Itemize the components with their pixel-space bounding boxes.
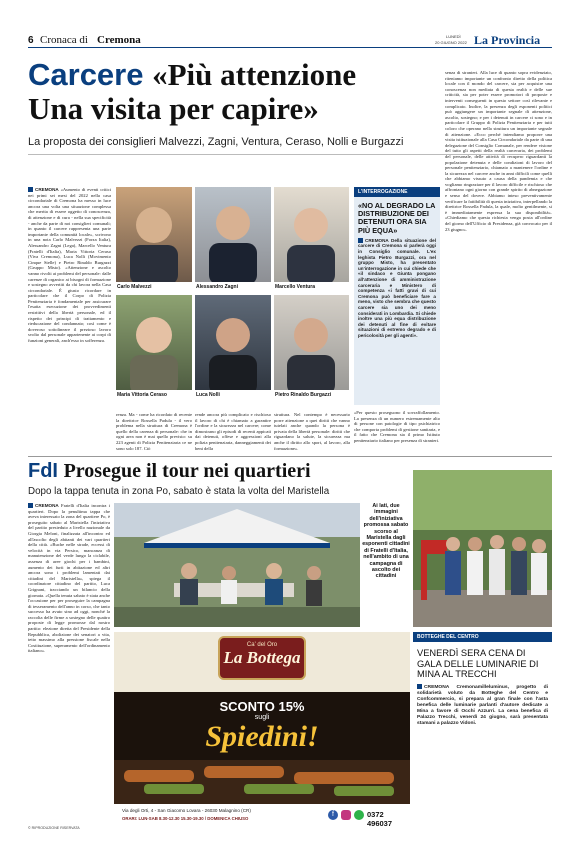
sidebar-dateline: CREMONA	[365, 237, 389, 243]
ad-promo-line1: SCONTO 15%	[219, 699, 305, 714]
caption-malvezzi: Carlo Malvezzi	[117, 284, 152, 290]
masthead: La Provincia	[474, 33, 541, 47]
caption-nolli: Luca Nolli	[196, 392, 220, 398]
ad-brand: La Bottega	[223, 648, 301, 667]
caption-ceraso: Maria Vittoria Ceraso	[117, 392, 167, 398]
ad-footer	[114, 804, 410, 826]
person-image	[274, 187, 349, 282]
event-photo-1	[114, 503, 360, 627]
whatsapp-icon[interactable]	[354, 810, 364, 820]
photo-grid	[116, 187, 349, 399]
person-image	[195, 295, 271, 390]
section-divider	[28, 456, 552, 457]
rights-notice: © RIPRODUZIONE RISERVATA	[28, 826, 80, 830]
article2-title: Prosegue il tour nei quartieri	[63, 460, 311, 482]
skewers-image	[114, 760, 410, 804]
page-number: 6	[28, 35, 34, 46]
header-weekday: LUNEDÌ	[446, 34, 461, 39]
article3-dateline: CREMONA	[424, 684, 450, 690]
sidebar-kicker: L'INTERROGAZIONE	[354, 187, 440, 197]
article2-headline	[28, 460, 408, 482]
ad-phone: 0372 496037	[367, 810, 393, 826]
photo-nolli	[195, 295, 271, 390]
article2-subheading: Dopo la tappa tenuta in zona Po, sabato è stata la volta del Maristella	[28, 486, 330, 497]
person-image	[195, 187, 271, 282]
article1-col2: renza. Ma - come ha ricordato di recente la direttrice Rossella Padula - il vero problema nella struttura di Cremona è quello della carenza di personale: che in ogni area non è mai quello previsto: su 223 agenti di Polizia Penitenziaria ce ne sono solo 187. Ciò	[116, 412, 192, 451]
bullet-icon	[358, 238, 363, 243]
article1-subheading: La proposta dei consiglieri Malvezzi, Zagni, Ventura, Ceraso, Nolli e Burgazzi	[28, 136, 404, 148]
article3-headline: VENERDÌ SERA CENA DI GALA DELLE LUMINARIE DI MINA AL TRECCHI	[417, 648, 539, 680]
sidebar-body	[354, 238, 440, 390]
photo-burgazzi	[274, 295, 349, 390]
interrogazione-box	[354, 187, 440, 405]
photo-ventura	[274, 187, 349, 282]
ad-brand-top: Ca' del Oro	[246, 642, 278, 648]
article1-right-col: senza di stranieri. Alla luce di quanto sopra evidenziato, riteniamo importante un confronto diretto della politica locale con il mondo del carcere, sia per acquisire una conoscenza non mediata di questa realtà e delle sue criticità, sia per poter essere promotori di proposte e interventi conseguenti in questo settore così rilevante e complicato. Inoltre, la presenza degli esponenti politici può aggiungere un importante segnale di attenzione, ascolto, sostegno; e per i detenuti in carcere ci sono e in particolare il Gruppo di Polizia Penitenziaria e per tutti coloro che operano nella struttura un importante segnale di attenzione. «Ecco perché intendiamo proporre una visita istituzionale alla Casa Circondariale da parte di una delegazione del Consiglio Comunale, per rendere visione del tutto gli aspetti della realtà carceraria, dei problemi del personale, delle attività di recupero riguardanti la popolazione detenuta e delle condizioni di lavoro del personale penitenziario, chiamato a mantenere l'ordine e la sicurezza nel carcere anche in anni difficili come quelli che abbiamo vissuto a causa della pandemia e che vogliamo ringraziare per il lavoro difficile e rischioso che affrontano ogni giorno con grande spirito di abnegazione e senso del dovere. Abbiamo inteso preventivamente verificare la fattibilità di questa iniziativa, interpellando la direttrice Rossella Padula, la quale, molto gentilmente, si è immediatamente espressa la sua disponibilità». «Chiediamo che questa richiesta venga posta all'ordine del giorno dell'Ufficio di Presidenza, già convocato per il 23 giugno».	[445, 70, 552, 232]
article2-dateline: CREMONA	[35, 503, 59, 508]
dateline: CREMONA	[35, 187, 59, 192]
person-image	[116, 295, 192, 390]
event-scene-image	[114, 503, 360, 627]
article2-kicker: FdI	[28, 460, 58, 482]
ad-promo-main: Spiedini!	[205, 720, 319, 753]
article1-col4: struttura. Nel contempo è necessario porre attenzione a quei diritti che vanno tutelati anche quando la persona è privata della libertà personale: diritti che riguardano la salute, la sicurezza ma anche il diritto allo sport, al lavoro, alla formazione».	[274, 412, 350, 451]
article1-col3: rende ancora più complicato e rischioso il lavoro di chi è chiamato a garantire l'ordine e la sicurezza nel carcere; come dimostrano gli episodi di recenti appicati dai detenuti, offese e aggressioni alla polizia penitenziaria, danneggiamenti dei beni della	[195, 412, 271, 451]
person-image	[116, 187, 192, 282]
sidebar-body-text: Della situazione del carcere di Cremona si parlerà oggi in Consiglio comunale. L'ex leghista Pietro Burgazzi, ora nel gruppo Misto, ha presentato un'interrogazione in cui chiede che «il sindaco e Giunta pongano all'attenzione di amministrazione carceraria e Ministero di competenza «i fatti gravi di cui Cremona può beneficiare fare a meno, visto che sembra che questo carcere sia uno dei meno considerati in Lombardia. Si chiede inoltre una più equa distribuzione dei detenuti al fine di evitare situazioni di estremo degrado e di pericolosità per gli agenti».	[358, 237, 436, 338]
caption-zagni: Alessandro Zagni	[196, 284, 238, 290]
ad-hours: ORARI: LUN-SAB 8.30-12.30 15.30-19.30 / DOMENICA CHIUSO	[122, 816, 249, 821]
photo-zagni	[195, 187, 271, 282]
section-city: Cremona	[97, 34, 141, 46]
ad-brand-badge	[218, 636, 306, 680]
facebook-icon[interactable]: f	[328, 810, 338, 820]
headline-line2: Una visita per capire»	[28, 91, 319, 126]
article2-body-text: Fratelli d'Italia incontra i quartieri. Dopo la penultima tappa che aveva interessato la zona del quartiere Po, è proseguito sabato al Maristella l'iniziativa del partito presieduto a livello nazionale da Giorgia Meloni, finalizzata all'incontro ed all'ascolto degli abitanti dei vari quartieri della città. «Buche nelle strade, eccessi di velocità in via Persico, mancanza di manutenzione del verde lungo la ciclabile, assenza di aree giochi per i bambini, aumento dei furti in abitazione ed altri ancora sono i problemi lamentati dai cittadini del Maristella», spiega il coordinatore cittadino del partito, Luca Grignani, tracciando un bilancio della giornata. «Quella tenuta sabato è stata anche l'occasione per per proseguire la campagna di tesseramento dell'anno in corso, che tanto successo ha avuto sino ad oggi, nonché la raccolta delle firme a sostegno delle quattro proposte di legge promosse dal nostro partito: elezione diretta del Presidente della Repubblica, abolizione dei senatori a vita, tetto massimo alla pressione fiscale nella Costituzione, superamento dell'ordinamento italiano».	[28, 503, 110, 654]
article2-body	[28, 503, 110, 821]
header-date: 20 GIUGNO 2022	[435, 40, 467, 45]
article3-kicker: BOTTEGHE DEL CENTRO	[413, 632, 552, 642]
ad-promo-line2: sugli	[254, 714, 270, 721]
botteghe-box	[413, 632, 552, 826]
article1-col1	[28, 187, 111, 451]
article1-col5: «Per questo proseguono il sovraffollamento. La presenza di un numero estremamente alto di persone con patologie di tipo psichiatrico che comporta problemi di gestione sanitaria, e il fatto che Cremona sia il primo Istituto penitenziario italiano per presenza di stranieri.	[354, 410, 440, 443]
bullet-icon	[417, 684, 422, 689]
ad-address: Via degli Orti, 4 - San Giacomo Lovara - 26030 Malagnino (CR)	[122, 808, 251, 813]
caption-burgazzi: Pietro Rinaldo Burgazzi	[275, 392, 332, 398]
headline-lead: Carcere	[28, 57, 144, 92]
article1-col1-text: «Aumento di eventi critici nei primi sei mesi del 2022 nella casa circondariale di Cremona ha messo in luce ancora una volta una situazione complessa che merita di essere oggetto di conoscenza, di attenzione e di cura - nella sua specificità - anche da parte di noi consiglieri comunali; in quanto il carcere rappresenta una parte importante della comunità locale», scrivono in una nota Carlo Malvezzi (Forza Italia), Alessandro Zagni (Lega), Marcello Ventura (Fratelli d'Italia), Maria Vittoria Ceraso (Viva Cremona), Luca Nolli (Movimento Cinque Stelle) e Pietro Rinaldo Burgazzi (Gruppo Misto). «Attenzione e ascolto vanno rivolti ai problemi del personale: dalle carenze di organico ai bisogni di formazione e sostegno avvertiti da chi lavora nella Casa circondariale. È giusto ricordare in particolare che il Corpo di Polizia Penitenziaria è fondamentale per assicurare l'esatta esecuzione dei provvedimenti restrittivi della libertà personale, ed il rispetto dei principi di trattamento e rieducazione del condannato; così come è doveroso sottolineare il prezioso lavoro svolto dal personale appartenente ai corpi di funzioni generali, anch'esso in sofferenza.	[28, 187, 111, 344]
sidebar-headline: «NO AL DEGRADO LA DISTRIBUZIONE DEI DETENUTI ORA SIA PIÙ EQUA»	[358, 201, 436, 235]
event-photo-2	[413, 470, 552, 627]
person-image	[274, 295, 349, 390]
section-prefix: Cronaca di	[40, 34, 88, 46]
caption-ventura: Marcello Ventura	[275, 284, 316, 290]
article3-body	[413, 684, 552, 784]
page-header	[28, 34, 552, 48]
instagram-icon[interactable]	[341, 810, 351, 820]
event-photo-caption: Ai lati, due immagini dell'iniziativa promossa sabato scorso al Maristella dagli esponenti cittadini di Fratelli d'Italia, nell'ambito di una campagna di ascolto dei cittadini	[362, 503, 410, 580]
advertisement	[114, 632, 410, 826]
group-photo-image	[413, 470, 552, 627]
photo-malvezzi	[116, 187, 192, 282]
article3-body-text: Cremonamilleluminus, progetto di solidarietà voluto da Botteghe del Centro e Confcommercio, si prepara al gran finale con l'asta benefica delle luminarie parlanti d'autore dedicate a Mina a favore di Occhi Azzurri. La cena benefica di Palazzo Trecchi, venerdì 24 giugno, sarà presentata stamani a palazzo Vidoni.	[417, 684, 548, 726]
photo-ceraso	[116, 295, 192, 390]
headline-rest: «Più attenzione	[152, 57, 357, 92]
